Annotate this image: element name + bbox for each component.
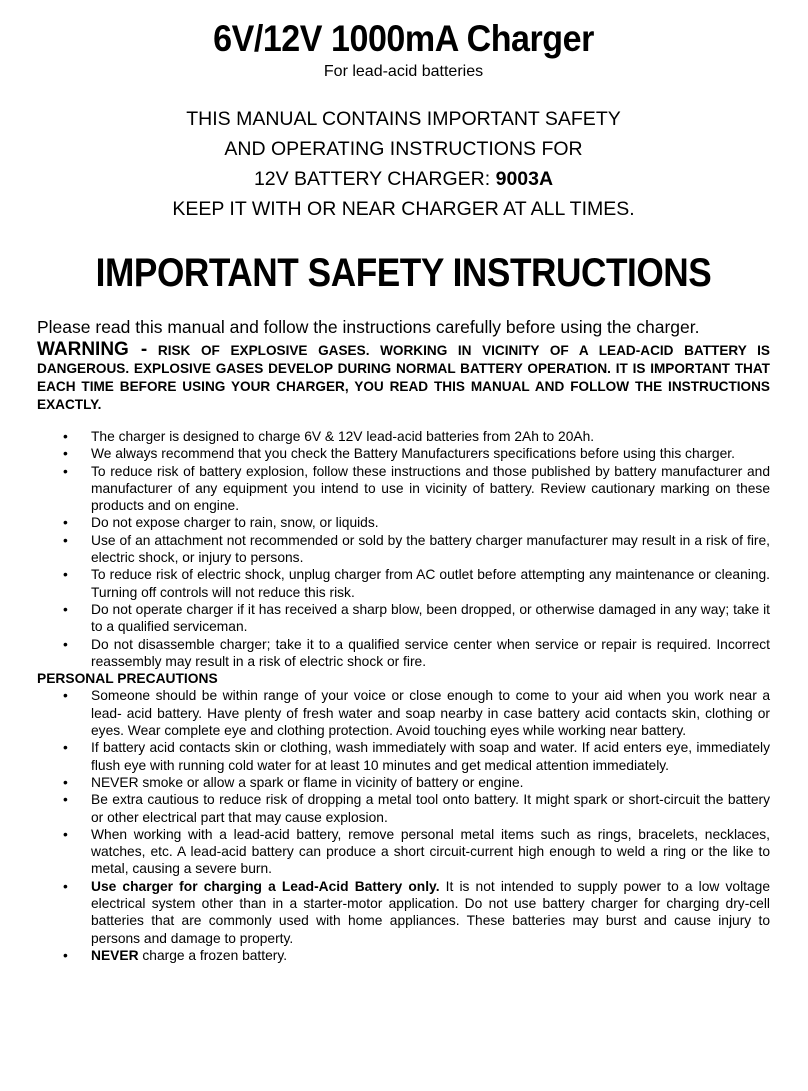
intro-text: Please read this manual and follow the instructions carefully before using the charger. [37,317,700,337]
safety-list [37,428,770,670]
list-item-text: charge a frozen battery. [138,947,288,963]
list-item [37,878,770,947]
list-item [37,463,770,515]
notice-line-2: AND OPERATING INSTRUCTIONS FOR [224,138,583,160]
list-item-text: Do not expose charger to rain, snow, or liquids. [91,515,379,531]
list-item-text: If battery acid contacts skin or clothing, wash immediately with soap and water. If acid enters eye, immediately flush eye with running cold water for at least 10 minutes and get medical attention immediately. [91,740,770,773]
bullet-mark: • [63,567,68,583]
list-item [37,947,770,964]
list-item [37,687,770,739]
warning-label: WARNING - [37,339,148,360]
bullet-mark: • [63,774,68,790]
notice-line-3-prefix: 12V BATTERY CHARGER: [253,168,496,190]
warning-paragraph [37,341,770,414]
notice-line-4: KEEP IT WITH OR NEAR CHARGER AT ALL TIMES. [172,198,635,220]
list-item-text: Be extra cautious to reduce risk of dropping a metal tool onto battery. It might spark or short-circuit the battery or other electrical part that may cause explosion. [91,792,770,825]
bullet-mark: • [63,878,68,894]
list-item [37,774,770,791]
list-item-text: Do not operate charger if it has received a sharp blow, been dropped, or otherwise damaged in any way; take it to a qualified serviceman. [91,601,770,635]
list-item-text: To reduce risk of battery explosion, follow these instructions and those published by battery manufacturer and manufacturer of any equipment you intend to use in vicinity of battery. Review cautionary marking on these products and on engine. [91,463,770,514]
personal-precautions-list [37,687,770,964]
bullet-mark: • [63,947,68,963]
list-item-text: It is not intended to supply power to a low voltage electrical system other than in a starter-motor application. Do not use battery charger for charging dry-cell batteries that are commonly used with home appliances. These batteries may burst and cause injury to persons and damage to property. [91,878,770,946]
list-item [37,532,770,567]
list-item-text: Someone should be within range of your voice or close enough to come to your aid when you work near a lead- acid battery. Have plenty of fresh water and soap nearby in case battery acid contacts skin, clothing or eyes. Wear complete eye and clothing protection. Avoid touching eyes while working near battery. [91,688,770,739]
manual-notice [37,104,770,224]
list-item [37,566,770,601]
list-item-bold-text: Use charger for charging a Lead-Acid Battery only. [91,878,440,894]
list-item [37,514,770,531]
bullet-mark: • [63,515,68,531]
list-item [37,791,770,826]
safety-heading: IMPORTANT SAFETY INSTRUCTIONS [95,251,712,295]
list-item-text: NEVER smoke or allow a spark or flame in vicinity of battery or engine. [91,774,524,790]
bullet-mark: • [63,636,68,652]
bullet-mark: • [63,463,68,479]
document-subtitle: For lead-acid batteries [323,63,484,80]
warning-text: RISK OF EXPLOSIVE GASES. WORKING IN VICINITY OF A LEAD-ACID BATTERY IS DANGEROUS. EXPLOSIVE GASES DEVELOP DURING NORMAL BATTERY OPERATION. IT IS IMPORTANT THAT EACH TIME BEFORE USING YOUR CHARGER, YOU READ THIS MANUAL AND FOLLOW THE INSTRUCTIONS EXACTLY. [37,343,770,412]
document-title: 6V/12V 1000mA Charger [213,18,594,59]
list-item-text: When working with a lead-acid battery, remove personal metal items such as rings, bracelets, necklaces, watches, etc. A lead-acid battery can produce a short circuit-current high enough to weld a ring or the like to metal, causing a severe burn. [91,826,770,877]
bullet-mark: • [63,532,68,548]
bullet-mark: • [63,792,68,808]
bullet-mark: • [63,688,68,704]
list-item-text: The charger is designed to charge 6V & 12V lead-acid batteries from 2Ah to 20Ah. [91,429,595,444]
bullet-mark: • [63,601,68,617]
list-item-text: Use of an attachment not recommended or sold by the battery charger manufacturer may result in a risk of fire, electric shock, or injury to persons. [91,532,770,566]
personal-precautions-heading: PERSONAL PRECAUTIONS [37,671,218,687]
list-item [37,739,770,774]
list-item [37,428,770,445]
list-item [37,601,770,636]
bullet-mark: • [63,429,68,444]
notice-line-1: THIS MANUAL CONTAINS IMPORTANT SAFETY [186,108,621,130]
list-item-bold-text: NEVER [91,947,139,963]
list-item-text: Do not disassemble charger; take it to a qualified service center when service or repair is required. Incorrect reassembly may result in a risk of electric shock or fire. [91,636,770,669]
list-item-text: We always recommend that you check the Battery Manufacturers specifications before using this charger. [91,446,735,462]
bullet-mark: • [63,446,68,462]
list-item [37,445,770,462]
notice-line-3 [37,164,770,194]
bullet-mark: • [63,826,68,842]
bullet-mark: • [63,740,68,756]
list-item [37,636,770,671]
model-number: 9003A [495,168,554,190]
list-item-text: To reduce risk of electric shock, unplug charger from AC outlet before attempting any maintenance or cleaning. Turning off controls will not reduce this risk. [91,567,770,600]
list-item [37,826,770,878]
